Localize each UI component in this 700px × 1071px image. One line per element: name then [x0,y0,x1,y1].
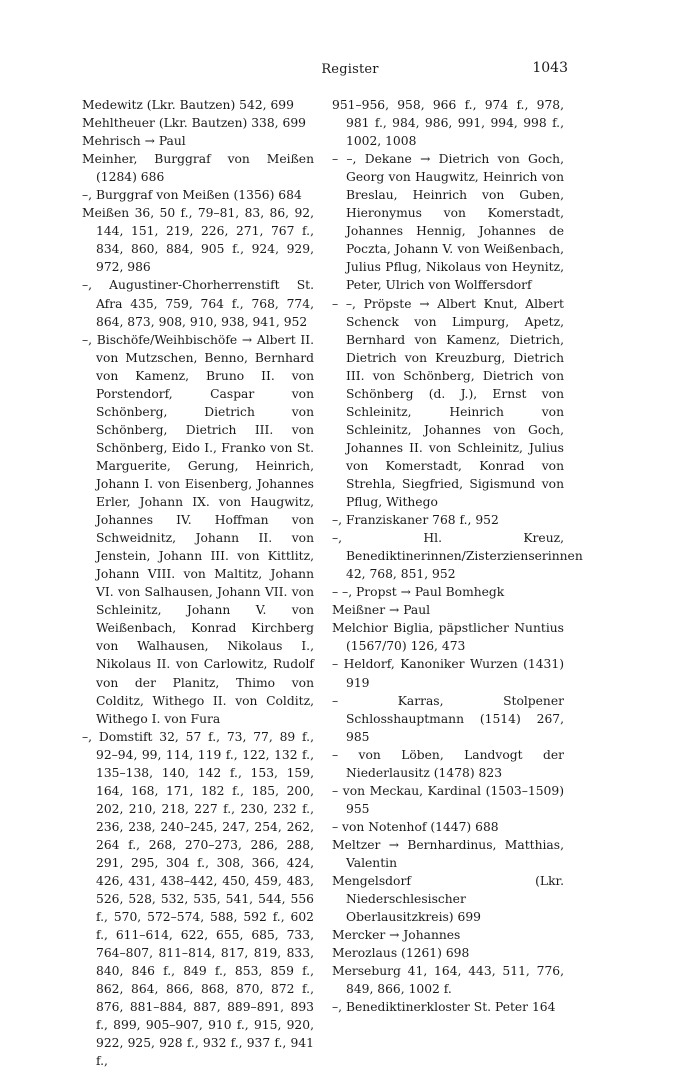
index-entry: –, Domstift 32, 57 f., 73, 77, 89 f., 92–94, 99, 114, 119 f., 122, 132 f., 135–138, 140, 142 f., 153, 159, 164, 168, 171, 182 f., 185, 200, 202, 210, 218, 227 f., 230, 232 f., 236, 238, 240–245, 247, 254, 262, 264 f., 268, 270–273, 286, 288, 291, 295, 304 f., 308, 366, 424, 426, 431, 438–442, 450, 459, 483, 526, 528, 532, 535, 541, 544, 556 f., 570, 572–574, 588, 592 f., 602 f., 611–614, 622, 655, 685, 733, 764–807, 811–814, 817, 819, 833, 840, 846 f., 849 f., 853, 859 f., 862, 864, 866, 868, 870, 872 f., 876, 881–884, 887, 889–891, 893 f., 899, 905–907, 910 f., 915, 920, 922, 925, 928 f., 932 f., 937 f., 941 f., [82,729,314,1069]
index-entry: –, Franziskaner 768 f., 952 [332,513,499,528]
index-entry: Meinher, Burggraf von Meißen (1284) 686 [82,152,314,185]
index-entry: Mehltheuer (Lkr. Bautzen) 338, 699 [82,116,306,131]
index-entry: Merseburg 41, 164, 443, 511, 776, 849, 866, 1002 f. [332,964,564,997]
running-title: Register [321,62,379,77]
page-number: 1043 [532,60,568,76]
index-entry: – Karras, Stolpener Schlosshauptmann (1514) 267, 985 [332,693,564,744]
index-entry: –, Benediktinerkloster St. Peter 164 [332,1000,556,1015]
index-entry: –, Hl. Kreuz, Benediktinerinnen/Zisterzienserinnen 42, 768, 851, 952 [332,531,583,582]
index-entry: Meißen 36, 50 f., 79–81, 83, 86, 92, 144, 151, 219, 226, 271, 767 f., 834, 860, 884, 905 f., 924, 929, 972, 986 [82,206,314,275]
index-entry: –, Burggraf von Meißen (1356) 684 [82,188,302,203]
index-entry: Meißner → Paul [332,603,431,618]
index-entry: Mehrisch → Paul [82,134,186,149]
index-entry: – von Notenhof (1447) 688 [332,819,499,834]
index-entry: Mengelsdorf (Lkr. Niederschlesischer Oberlausitzkreis) 699 [332,874,564,925]
index-entry: Mercker → Johannes [332,928,461,943]
index-entry: Merozlaus (1261) 698 [332,946,470,961]
index-entry: Melchior Biglia, päpstlicher Nuntius (1567/70) 126, 473 [332,621,564,654]
left-column [82,96,314,1071]
index-entry: –, Augustiner-Chorherrenstift St. Afra 435, 759, 764 f., 768, 774, 864, 873, 908, 910, 938, 941, 952 [82,278,314,329]
index-entry: – –, Propst → Paul Bomhegk [332,585,505,600]
right-column [332,96,583,1016]
index-entry: Medewitz (Lkr. Bautzen) 542, 699 [82,98,294,112]
index-entry: – –, Pröpste → Albert Knut, Albert Schenck von Limpurg, Apetz, Bernhard von Kamenz, Dietrich, Dietrich von Kreuzburg, Dietrich III. von Schönberg, Dietrich von Schönberg (d. J.), Ernst von Schleinitz, Heinrich von Schleinitz, Johannes von Goch, Johannes II. von Schleinitz, Julius von Komerstadt, Konrad von Strehla, Siegfried, Sigismund von Pflug, Withego [332,296,564,510]
index-entry: Meltzer → Bernhardinus, Matthias, Valentin [332,837,564,870]
index-entry: –, Bischöfe/Weihbischöfe → Albert II. von Mutzschen, Benno, Bernhard von Kamenz, Bruno II. von Porstendorf, Caspar von Schönberg, Dietrich von Schönberg, Dietrich III. von Schönberg, Eido I., Franko von St. Marguerite, Gerung, Heinrich, Johann I. von Eisenberg, Johannes Erler, Johann IX. von Haugwitz, Johannes IV. Hoffman von Schweidnitz, Johann II. von Jenstein, Johann III. von Kittlitz, Johann VIII. von Maltitz, Johann VI. von Salhausen, Johann VII. von Schleinitz, Johann V. von Weißenbach, Konrad Kirchberg von Walhausen, Nikolaus I., Nikolaus II. von Carlowitz, Rudolf von der Planitz, Thimo von Colditz, Withego II. von Colditz, Withego I. von Fura [82,332,314,726]
index-entry: – von Meckau, Kardinal (1503–1509) 955 [332,783,564,816]
index-entry: – –, Dekane → Dietrich von Goch, Georg von Haugwitz, Heinrich von Breslau, Heinrich von Guben, Hieronymus von Komerstadt, Johannes Hennig, Johannes de Poczta, Johann V. von Weißenbach, Julius Pflug, Nikolaus von Heynitz, Peter, Ulrich von Wolffersdorf [332,152,564,293]
index-entry: – Heldorf, Kanoniker Wurzen (1431) 919 [332,657,564,690]
index-entry-continuation: 951–956, 958, 966 f., 974 f., 978, 981 f., 984, 986, 991, 994, 998 f., 1002, 1008 [332,98,564,149]
index-entry: – von Löben, Landvogt der Niederlausitz (1478) 823 [332,747,564,780]
